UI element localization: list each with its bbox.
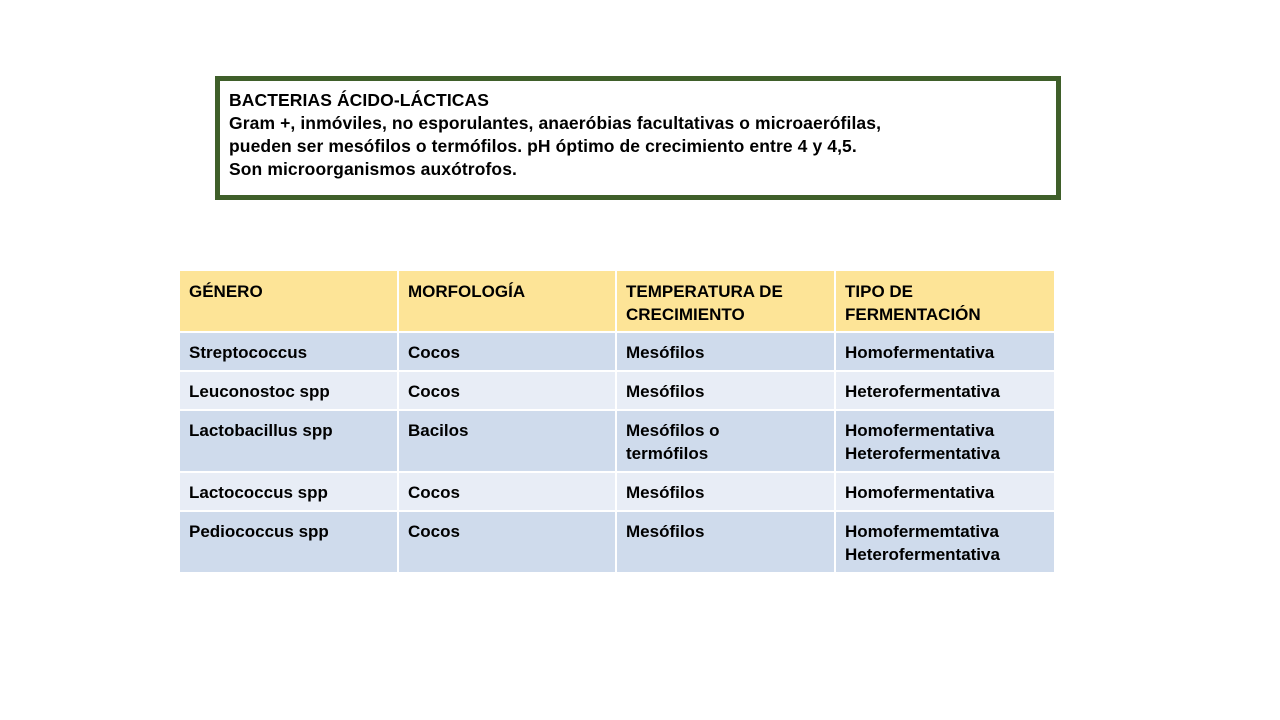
- cell-text: Cocos: [408, 382, 460, 401]
- table-row: [180, 371, 1054, 410]
- cell-text: Mesófilos o: [626, 421, 720, 440]
- cell-morfologia: [398, 410, 616, 472]
- cell-text: Bacilos: [408, 421, 469, 440]
- cell-temperatura: [616, 371, 835, 410]
- cell-temperatura: [616, 472, 835, 511]
- cell-text: Streptococcus: [189, 343, 308, 362]
- cell-text: termófilos: [626, 444, 709, 463]
- cell-morfologia: [398, 472, 616, 511]
- cell-text: Homofermentativa: [845, 421, 995, 440]
- cell-text: Lactococcus spp: [189, 483, 328, 502]
- cell-text: Mesófilos: [626, 343, 705, 362]
- cell-text: Mesófilos: [626, 382, 705, 401]
- header-morfologia: [398, 271, 616, 332]
- cell-text: Lactobacillus spp: [189, 421, 333, 440]
- cell-fermentacion: [835, 410, 1054, 472]
- cell-genero: [180, 472, 398, 511]
- cell-text: Cocos: [408, 522, 460, 541]
- info-box: [215, 76, 1061, 200]
- cell-text: Cocos: [408, 483, 460, 502]
- info-text-line: Son microorganismos auxótrofos.: [229, 159, 518, 179]
- cell-morfologia: [398, 511, 616, 573]
- table-header-row: [180, 271, 1054, 332]
- cell-text: Mesófilos: [626, 483, 705, 502]
- cell-text: Heterofermentativa: [845, 382, 1000, 401]
- header-genero: [180, 271, 398, 332]
- cell-fermentacion: [835, 472, 1054, 511]
- cell-genero: [180, 371, 398, 410]
- cell-morfologia: [398, 332, 616, 371]
- cell-text: Homofermentativa: [845, 343, 995, 362]
- cell-text: Pediococcus spp: [189, 522, 329, 541]
- header-label: TEMPERATURA DE: [626, 282, 783, 301]
- header-label: MORFOLOGÍA: [408, 282, 526, 301]
- cell-text: Leuconostoc spp: [189, 382, 330, 401]
- table-row: [180, 472, 1054, 511]
- cell-fermentacion: [835, 511, 1054, 573]
- cell-text: Homofermentativa: [845, 483, 995, 502]
- cell-morfologia: [398, 371, 616, 410]
- cell-genero: [180, 410, 398, 472]
- header-temperatura: [616, 271, 835, 332]
- cell-text: Cocos: [408, 343, 460, 362]
- cell-text: Mesófilos: [626, 522, 705, 541]
- header-label: GÉNERO: [189, 282, 263, 301]
- info-title: BACTERIAS ÁCIDO-LÁCTICAS: [229, 90, 490, 110]
- cell-temperatura: [616, 511, 835, 573]
- info-text-line: pueden ser mesófilos o termófilos. pH óptimo de crecimiento entre 4 y 4,5.: [229, 136, 857, 156]
- bacteria-table: [180, 271, 1054, 574]
- cell-genero: [180, 332, 398, 371]
- cell-text: Homofermemtativa: [845, 522, 999, 541]
- header-label: TIPO DE: [845, 282, 914, 301]
- cell-fermentacion: [835, 371, 1054, 410]
- cell-temperatura: [616, 332, 835, 371]
- cell-temperatura: [616, 410, 835, 472]
- header-fermentacion: [835, 271, 1054, 332]
- cell-text: Heterofermentativa: [845, 545, 1000, 564]
- header-label: CRECIMIENTO: [626, 305, 745, 324]
- table-row: [180, 511, 1054, 573]
- info-text-line: Gram +, inmóviles, no esporulantes, anaeróbias facultativas o microaerófilas,: [229, 113, 882, 133]
- header-label: FERMENTACIÓN: [845, 305, 981, 324]
- table-row: [180, 332, 1054, 371]
- table-row: [180, 410, 1054, 472]
- cell-genero: [180, 511, 398, 573]
- cell-text: Heterofermentativa: [845, 444, 1000, 463]
- cell-fermentacion: [835, 332, 1054, 371]
